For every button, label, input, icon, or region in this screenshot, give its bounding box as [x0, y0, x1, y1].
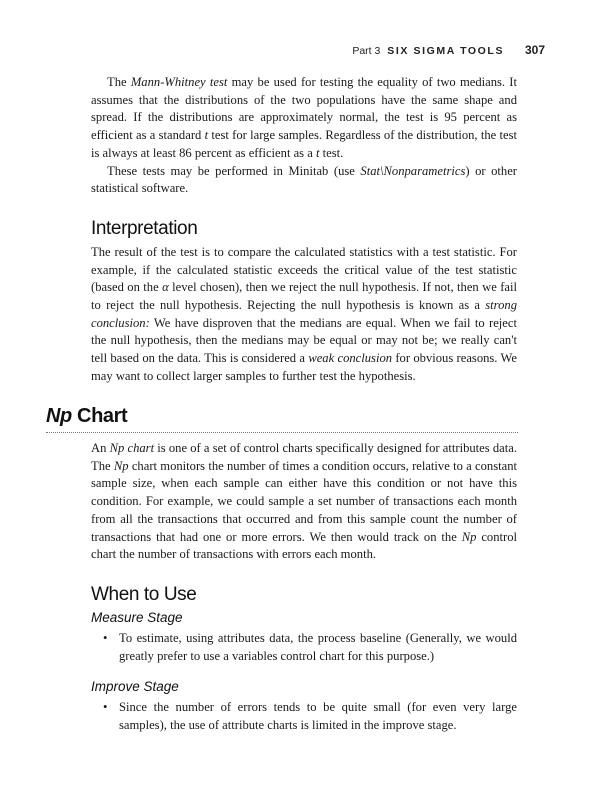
- alpha-symbol: α: [162, 280, 169, 295]
- page-number: 307: [524, 43, 545, 57]
- interpretation-paragraph: The result of the test is to compare the calculated statistics with a test statistic. For example, if the calculated statistic exceeds the critical value of the test statistic (based on the α level chosen), then we reject the null hypothesis. If not, then we fail to reject the null hypothesis. Rejecting the null hypothesis is known as a strong conclusion: We have disproven that the medians are equal. When we fail to reject the null hypothesis, then the medians may be equal or may not be; we really can't tell based on the data. This is considered a weak conclusion for obvious reasons. We may want to collect larger samples to further test the hypothesis.: [91, 244, 518, 383]
- measure-stage-list: [91, 630, 517, 665]
- np-chart-section: [91, 440, 517, 735]
- bullet-icon: •: [103, 630, 108, 645]
- mann-whitney-paragraph: The Mann-Whitney test may be used for testing the equality of two medians. It assumes that the distributions of the two populations have the same shape and spread. If the distributions are approximately normal, the test is 95 percent as efficient as a standard t test for large samples. Regardless of the distribution, the test is always at least 86 percent as efficient as a t test.: [91, 75, 517, 160]
- list-item: • Since the number of errors tends to be quite small (for even very large samples), the use of attribute charts is limited in the improve stage.: [103, 700, 517, 733]
- interpretation-heading: Interpretation: [91, 217, 198, 239]
- mann-whitney-term: Mann-Whitney test: [130, 75, 228, 89]
- running-header: [0, 43, 545, 57]
- bullet-icon: •: [103, 700, 108, 715]
- np-chart-paragraph: An Np chart is one of a set of control charts specifically designed for attributes data. The Np chart monitors the number of times a condition occurs, relative to a constant sample size, when each sample can either have this condition or not have this condition. For example, we could sample a set number of transactions each month from all the transactions that occurred and from this sample count the number of transactions that had one or more errors. We then would track on the Np control chart the number of transactions with errors each month.: [91, 441, 517, 562]
- when-to-use-heading: When to Use: [91, 583, 197, 605]
- improve-stage-list: [91, 699, 517, 734]
- improve-stage-heading: Improve Stage: [91, 679, 179, 695]
- part-label: Part 3: [352, 45, 381, 57]
- weak-conclusion-term: weak conclusion: [308, 351, 393, 366]
- minitab-menu-path: Stat\Nonparametrics: [360, 163, 466, 178]
- strong-conclusion-term: strong conclusion:: [91, 298, 517, 330]
- main-text-column: [91, 74, 517, 386]
- measure-stage-heading: Measure Stage: [91, 609, 183, 625]
- np-chart-heading: Np Chart: [46, 405, 518, 433]
- list-item: • To estimate, using attributes data, the process baseline (Generally, we would greatly prefer to use a variables control chart for this purpose.): [103, 630, 517, 663]
- section-title: SIX SIGMA TOOLS: [387, 45, 505, 57]
- minitab-paragraph: These tests may be performed in Minitab (use Stat\Nonparametrics) or other statistical software.: [91, 163, 517, 196]
